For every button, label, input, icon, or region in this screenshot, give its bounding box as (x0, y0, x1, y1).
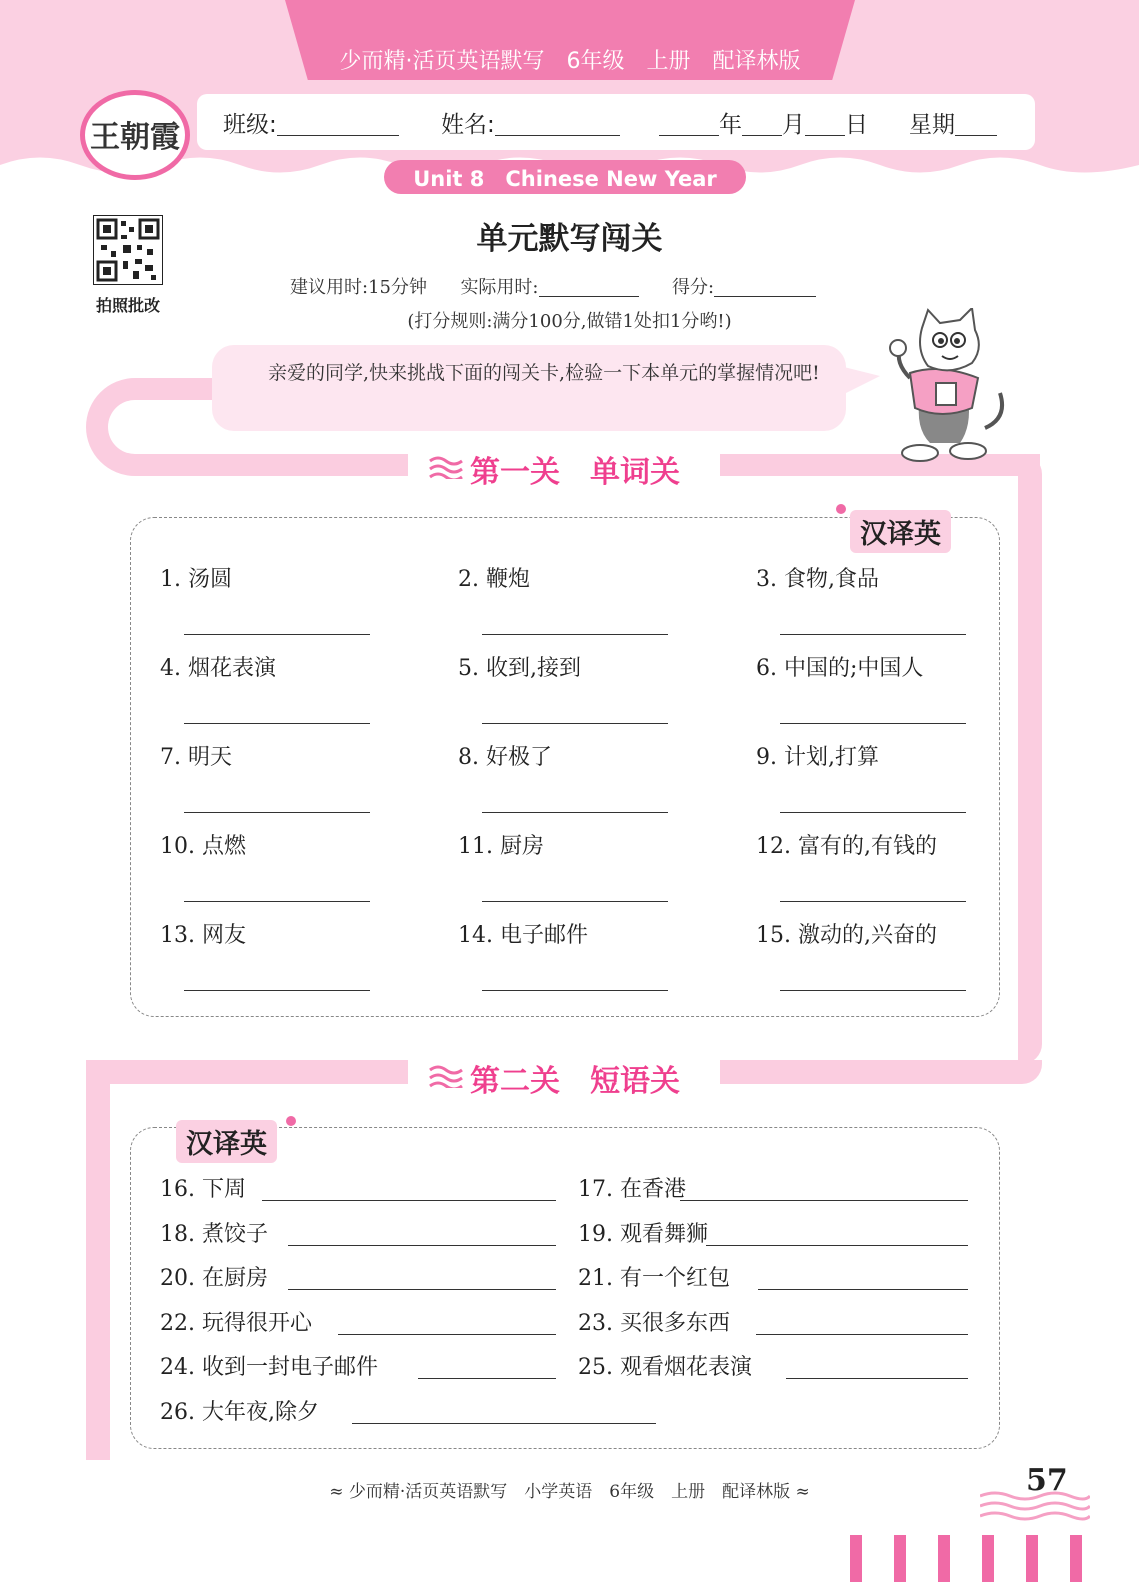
word-item: 5. 收到,接到 (458, 656, 581, 681)
word-item: 2. 鞭炮 (458, 567, 530, 592)
stripe (938, 1535, 950, 1582)
answer-line[interactable] (482, 723, 668, 724)
weekday-field[interactable] (909, 106, 997, 139)
class-field[interactable] (223, 106, 399, 139)
answer-line[interactable] (338, 1334, 556, 1335)
class-label: 班级: (223, 112, 277, 138)
unit-title: Unit 8 Chinese New Year (413, 167, 717, 191)
phrase-item: 22. 玩得很开心 (160, 1310, 312, 1336)
page-number: 57 (1026, 1463, 1068, 1498)
section2-title: 第二关 短语关 (470, 1064, 680, 1099)
score-label: 得分: (671, 277, 715, 298)
tag-dot (286, 1116, 296, 1126)
day-label: 日 (845, 112, 868, 138)
phrase-item: 26. 大年夜,除夕 (160, 1399, 319, 1425)
answer-line[interactable] (262, 1200, 556, 1201)
answer-line[interactable] (706, 1245, 968, 1246)
student-info-box (197, 94, 1035, 150)
phrase-item: 17. 在香港 (578, 1177, 686, 1202)
section1-tag: 汉译英 (850, 510, 951, 553)
phrase-item: 25. 观看烟花表演 (578, 1355, 752, 1380)
answer-line[interactable] (482, 990, 668, 991)
stripe (850, 1535, 862, 1582)
name-field[interactable] (441, 106, 620, 139)
word-item: 11. 厨房 (458, 834, 544, 859)
answer-line[interactable] (288, 1245, 556, 1246)
cat-mascot-icon (880, 308, 1010, 463)
word-item: 10. 点燃 (160, 834, 246, 859)
answer-line[interactable] (288, 1289, 556, 1290)
stripe (894, 1535, 906, 1582)
answer-line[interactable] (184, 634, 370, 635)
wave-icon (428, 1064, 464, 1088)
word-item: 1. 汤圆 (160, 567, 232, 592)
scoring-rule: (打分规则:满分100分,做错1处扣1分哟!) (407, 311, 732, 332)
word-item: 6. 中国的;中国人 (756, 656, 924, 681)
phrase-item: 18. 煮饺子 (160, 1221, 268, 1247)
answer-line[interactable] (780, 812, 966, 813)
tube-left (86, 1060, 110, 1460)
word-item: 8. 好极了 (458, 745, 552, 770)
word-item: 9. 计划,打算 (756, 745, 879, 770)
section2-tag: 汉译英 (176, 1120, 277, 1163)
answer-line[interactable] (418, 1378, 556, 1379)
name-label: 姓名: (441, 112, 495, 138)
answer-line[interactable] (482, 634, 668, 635)
footer-text: 少而精·活页英语默写 小学英语 6年级 上册 配译林版 (348, 1482, 791, 1502)
week-label: 星期 (909, 112, 955, 138)
answer-line[interactable] (184, 901, 370, 902)
word-item: 4. 烟花表演 (160, 656, 276, 681)
intro-text: 亲爱的同学,快来挑战下面的闯关卡,检验一下本单元的掌握情况吧! (268, 362, 820, 384)
phrase-item: 24. 收到一封电子邮件 (160, 1355, 378, 1380)
answer-line[interactable] (780, 990, 966, 991)
actual-time-label: 实际用时: (460, 277, 539, 298)
suggested-time: 建议用时:15分钟 (290, 277, 427, 298)
answer-line[interactable] (758, 1289, 968, 1290)
tube-right (1018, 454, 1042, 1064)
qr-label: 拍照批改 (95, 296, 160, 315)
actual-time-blank[interactable] (539, 272, 639, 297)
phrase-item: 23. 买很多东西 (578, 1310, 730, 1336)
timing-row (290, 272, 816, 299)
tag-dot (836, 504, 846, 514)
answer-line[interactable] (780, 634, 966, 635)
section1-title: 第一关 单词关 (470, 455, 680, 490)
wave-icon (428, 455, 464, 479)
phrase-item: 20. 在厨房 (160, 1266, 268, 1291)
answer-line[interactable] (756, 1334, 968, 1335)
tube-inner (108, 400, 218, 454)
answer-line[interactable] (786, 1378, 968, 1379)
month-label: 月 (782, 112, 805, 138)
bubble-tail (840, 366, 880, 406)
year-label: 年 (719, 112, 742, 138)
word-item: 7. 明天 (160, 745, 232, 770)
word-item: 13. 网友 (160, 923, 246, 948)
answer-line[interactable] (352, 1423, 656, 1424)
answer-line[interactable] (482, 901, 668, 902)
series-title: 少而精·活页英语默写 6年级 上册 配译林版 (339, 49, 801, 74)
stripe (982, 1535, 994, 1582)
answer-line[interactable] (780, 901, 966, 902)
word-item: 15. 激动的,兴奋的 (756, 923, 937, 948)
stripe (1026, 1535, 1038, 1582)
score-blank[interactable] (714, 272, 816, 297)
answer-line[interactable] (184, 812, 370, 813)
logo-text: 王朝霞 (90, 120, 180, 155)
word-item: 14. 电子邮件 (458, 923, 588, 948)
answer-line[interactable] (482, 812, 668, 813)
word-item: 12. 富有的,有钱的 (756, 834, 937, 859)
answer-line[interactable] (680, 1200, 968, 1201)
phrase-item: 21. 有一个红包 (578, 1266, 730, 1291)
footer-wave (980, 1488, 1090, 1528)
page-title: 单元默写闯关 (476, 221, 663, 257)
answer-line[interactable] (184, 723, 370, 724)
footer: ≈ 少而精·活页英语默写 小学英语 6年级 上册 配译林版 ≈ (329, 1482, 810, 1502)
word-item: 3. 食物,食品 (756, 567, 879, 592)
answer-line[interactable] (184, 990, 370, 991)
phrase-item: 19. 观看舞狮 (578, 1221, 708, 1247)
answer-line[interactable] (780, 723, 966, 724)
phrase-item: 16. 下周 (160, 1177, 246, 1202)
date-field[interactable] (659, 106, 868, 139)
stripe (1070, 1535, 1082, 1582)
